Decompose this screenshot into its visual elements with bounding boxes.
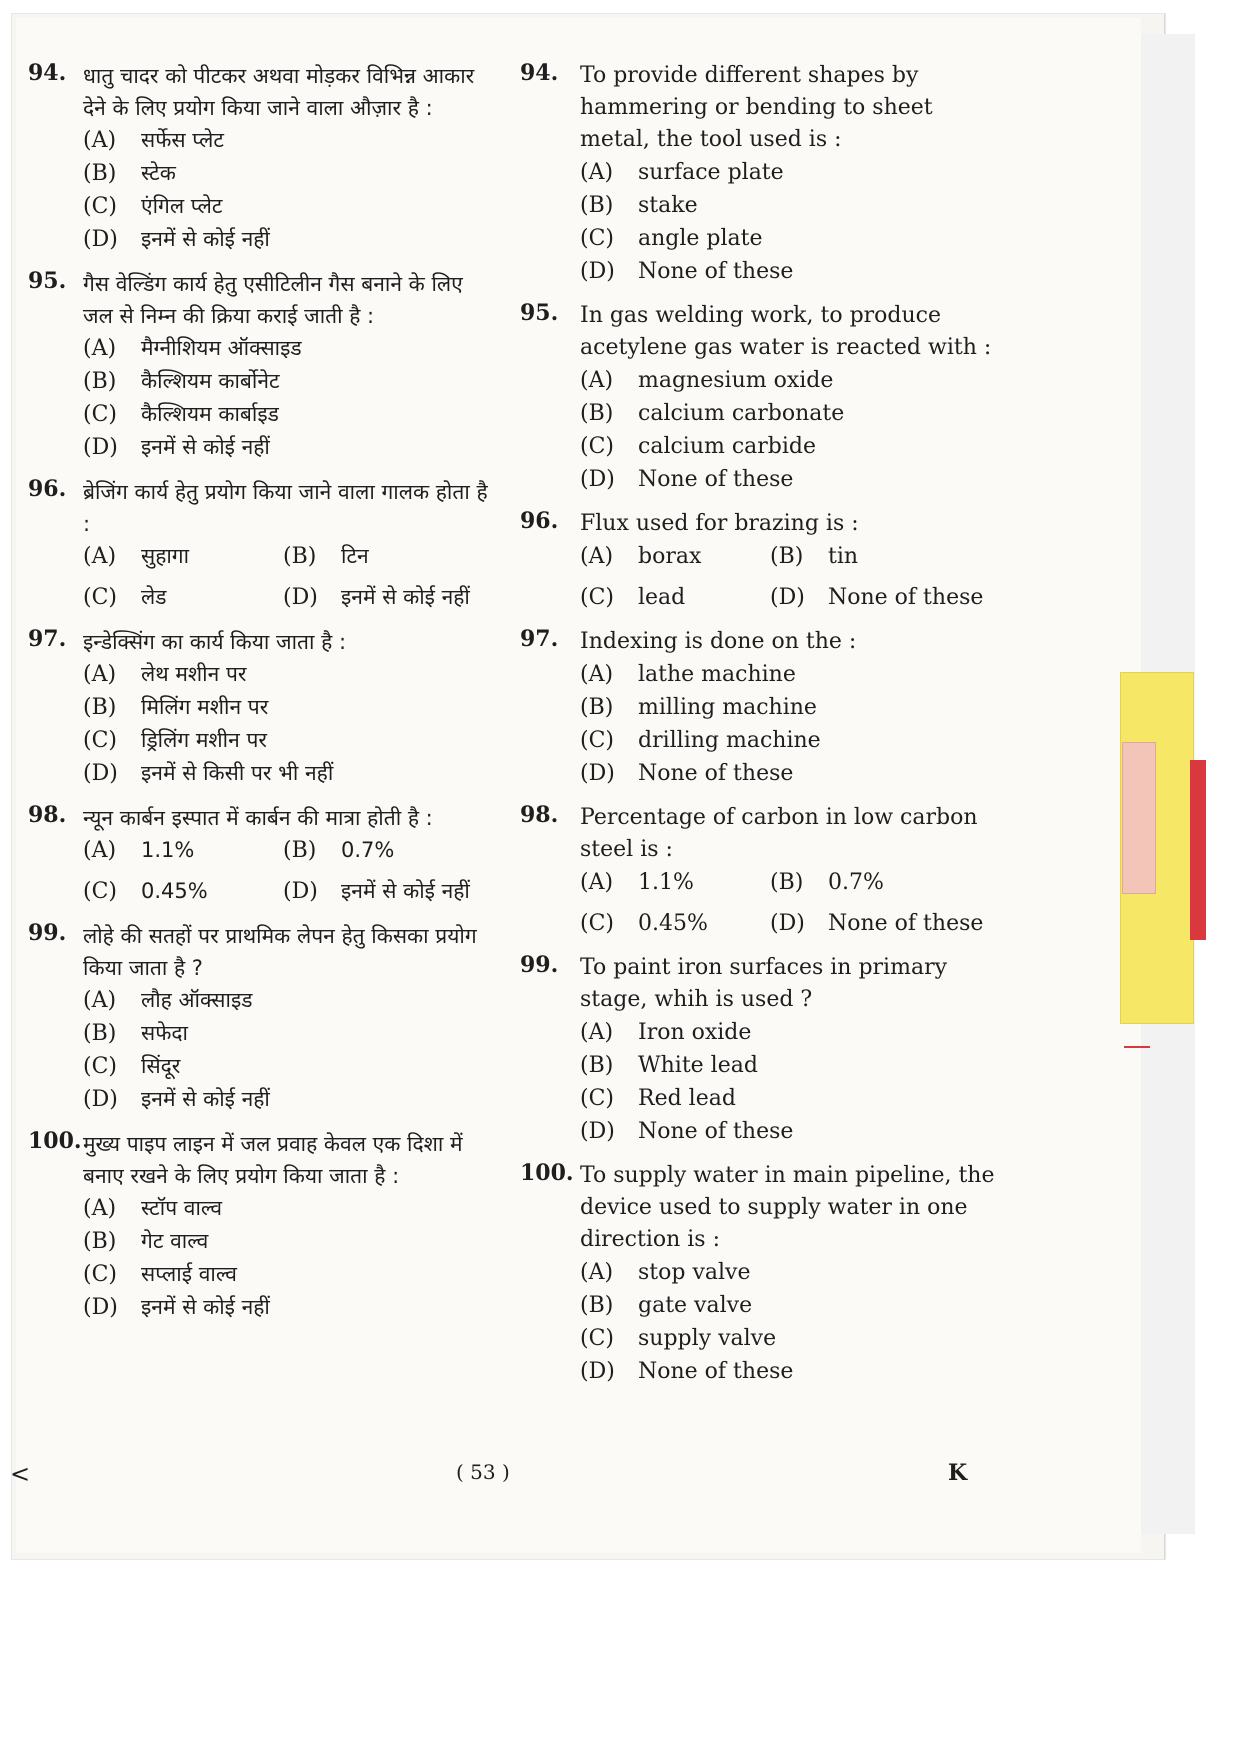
option-d — [83, 757, 498, 790]
question-number: 99. — [28, 920, 67, 946]
option-c — [83, 875, 283, 908]
options-list — [580, 540, 1000, 614]
option-letter: (A) — [580, 1020, 614, 1045]
option-letter: (A) — [580, 160, 614, 185]
options-list — [83, 540, 498, 614]
option-letter: (C) — [580, 1086, 614, 1111]
option-text: स्टॉप वाल्व — [141, 1196, 223, 1220]
options-list — [580, 1256, 1000, 1388]
option-d — [83, 1083, 498, 1116]
question-text: धातु चादर को पीटकर अथवा मोड़कर विभिन्न आकार देने के लिए प्रयोग किया जाने वाला औज़ार है : — [83, 64, 475, 120]
option-letter: (A) — [580, 662, 614, 687]
question-98 — [28, 802, 498, 908]
question-94 — [28, 60, 498, 256]
red-sticky-tab — [1190, 760, 1206, 940]
option-b — [770, 866, 1010, 899]
option-letter: (D) — [83, 761, 118, 786]
option-text: इनमें से कोई नहीं — [141, 1087, 270, 1111]
option-letter: (B) — [580, 401, 614, 426]
option-text: इनमें से किसी पर भी नहीं — [141, 761, 334, 785]
option-letter: (C) — [580, 728, 614, 753]
page-number: ( 53 ) — [456, 1460, 510, 1484]
option-text: None of these — [638, 761, 794, 786]
question-text: To provide different shapes by hammering or bending to sheet metal, the tool used is : — [580, 63, 933, 152]
question-97 — [28, 626, 498, 790]
option-a — [580, 1016, 1000, 1049]
option-text: surface plate — [638, 160, 784, 185]
option-d — [580, 1115, 1000, 1148]
option-text: 0.7% — [341, 838, 395, 862]
option-letter: (C) — [83, 402, 117, 427]
question-number: 96. — [520, 508, 559, 534]
hindi-column — [28, 60, 498, 1336]
option-letter: (C) — [83, 194, 117, 219]
option-text: calcium carbonate — [638, 401, 845, 426]
option-letter: (B) — [580, 1053, 614, 1078]
option-text: सिंदूर — [141, 1054, 181, 1078]
option-letter: (B) — [283, 838, 317, 863]
options-list — [580, 1016, 1000, 1148]
question-number: 100. — [520, 1160, 574, 1186]
option-letter: (C) — [83, 1262, 117, 1287]
options-list — [83, 1192, 498, 1324]
option-text: None of these — [638, 1359, 794, 1384]
option-letter: (C) — [83, 728, 117, 753]
option-text: सर्फेस प्लेट — [141, 128, 224, 152]
option-text: None of these — [828, 585, 984, 610]
option-letter: (C) — [83, 1054, 117, 1079]
option-letter: (A) — [580, 544, 614, 569]
option-text: ड्रिलिंग मशीन पर — [141, 728, 267, 752]
option-text: Iron oxide — [638, 1020, 752, 1045]
option-a — [83, 834, 283, 867]
option-text: White lead — [638, 1053, 758, 1078]
option-letter: (B) — [770, 544, 804, 569]
option-text: गेट वाल्व — [141, 1229, 209, 1253]
question-97 — [520, 626, 1000, 790]
option-text: None of these — [638, 1119, 794, 1144]
option-a — [83, 540, 283, 573]
question-100 — [520, 1160, 1000, 1388]
question-number: 98. — [520, 802, 559, 828]
option-a — [580, 540, 770, 573]
option-c — [83, 581, 283, 614]
edge-mark: < — [10, 1460, 31, 1488]
option-b — [580, 189, 1000, 222]
option-c — [580, 724, 1000, 757]
option-letter: (D) — [580, 1359, 615, 1384]
option-letter: (B) — [83, 1229, 117, 1254]
option-text: stop valve — [638, 1260, 751, 1285]
question-95 — [520, 300, 1000, 496]
option-text: tin — [828, 544, 859, 569]
option-d — [83, 223, 498, 256]
option-text: इनमें से कोई नहीं — [341, 585, 470, 609]
option-a — [83, 658, 498, 691]
options-list — [580, 658, 1000, 790]
question-number: 97. — [520, 626, 559, 652]
option-letter: (A) — [83, 128, 117, 153]
options-list — [83, 332, 498, 464]
option-text: borax — [638, 544, 702, 569]
option-b — [283, 540, 543, 573]
option-b — [580, 1049, 1000, 1082]
option-letter: (B) — [283, 544, 317, 569]
option-c — [580, 430, 1000, 463]
option-letter: (A) — [83, 662, 117, 687]
question-99 — [520, 952, 1000, 1148]
option-c — [83, 1258, 498, 1291]
option-a — [83, 332, 498, 365]
option-letter: (A) — [580, 870, 614, 895]
option-text: सुहागा — [141, 544, 190, 568]
english-column — [520, 60, 1000, 1400]
option-c — [580, 581, 770, 614]
option-d — [770, 581, 1010, 614]
option-text: None of these — [638, 259, 794, 284]
option-letter: (D) — [83, 227, 118, 252]
question-95 — [28, 268, 498, 464]
question-96 — [28, 476, 498, 614]
option-text: मिलिंग मशीन पर — [141, 695, 269, 719]
option-text: इनमें से कोई नहीं — [141, 227, 270, 251]
option-c — [580, 1322, 1000, 1355]
option-letter: (B) — [580, 193, 614, 218]
option-letter: (D) — [283, 585, 318, 610]
question-number: 98. — [28, 802, 67, 828]
option-letter: (B) — [580, 1293, 614, 1318]
question-text: To supply water in main pipeline, the device used to supply water in one direction is : — [580, 1163, 995, 1252]
option-letter: (C) — [580, 911, 614, 936]
option-letter: (C) — [580, 1326, 614, 1351]
option-text: calcium carbide — [638, 434, 817, 459]
question-99 — [28, 920, 498, 1116]
tab-mark — [1124, 1046, 1150, 1048]
option-letter: (A) — [580, 1260, 614, 1285]
option-text: None of these — [828, 911, 984, 936]
option-text: angle plate — [638, 226, 763, 251]
option-b — [283, 834, 543, 867]
options-list — [580, 156, 1000, 288]
option-text: 1.1% — [638, 870, 694, 895]
option-b — [83, 691, 498, 724]
option-a — [83, 984, 498, 1017]
option-text: लेड — [141, 585, 167, 609]
option-text: supply valve — [638, 1326, 777, 1351]
series-code: K — [948, 1460, 968, 1486]
option-d — [283, 581, 543, 614]
option-b — [83, 365, 498, 398]
option-letter: (C) — [83, 585, 117, 610]
option-text: कैल्शियम कार्बाइड — [141, 402, 279, 426]
question-text: ब्रेजिंग कार्य हेतु प्रयोग किया जाने वाला गालक होता है : — [83, 480, 488, 536]
option-d — [83, 1291, 498, 1324]
option-letter: (C) — [580, 585, 614, 610]
option-b — [83, 157, 498, 190]
options-list — [83, 834, 498, 908]
question-number: 100. — [28, 1128, 82, 1154]
option-text: इनमें से कोई नहीं — [141, 1295, 270, 1319]
option-letter: (D) — [283, 879, 318, 904]
option-b — [580, 691, 1000, 724]
option-letter: (B) — [83, 695, 117, 720]
question-98 — [520, 802, 1000, 940]
option-text: drilling machine — [638, 728, 821, 753]
question-number: 99. — [520, 952, 559, 978]
question-text: गैस वेल्डिंग कार्य हेतु एसीटिलीन गैस बनाने के लिए जल से निम्न की क्रिया कराई जाती है : — [83, 272, 463, 328]
option-text: stake — [638, 193, 698, 218]
option-a — [580, 658, 1000, 691]
option-letter: (A) — [83, 838, 117, 863]
option-letter: (A) — [83, 988, 117, 1013]
option-text: टिन — [341, 544, 369, 568]
option-c — [83, 1050, 498, 1083]
option-d — [580, 757, 1000, 790]
option-c — [580, 907, 770, 940]
option-letter: (B) — [770, 870, 804, 895]
option-d — [83, 431, 498, 464]
option-letter: (A) — [83, 336, 117, 361]
option-text: सफेदा — [141, 1021, 188, 1045]
question-number: 95. — [520, 300, 559, 326]
option-letter: (C) — [580, 434, 614, 459]
option-d — [580, 1355, 1000, 1388]
option-d — [580, 463, 1000, 496]
option-a — [580, 156, 1000, 189]
option-letter: (D) — [580, 259, 615, 284]
option-text: स्टेक — [141, 161, 176, 185]
option-text: Red lead — [638, 1086, 736, 1111]
option-letter: (D) — [83, 435, 118, 460]
option-letter: (A) — [580, 368, 614, 393]
question-96 — [520, 508, 1000, 614]
option-text: मैग्नीशियम ऑक्साइड — [141, 336, 302, 360]
option-letter: (C) — [580, 226, 614, 251]
option-d — [770, 907, 1010, 940]
option-text: magnesium oxide — [638, 368, 834, 393]
option-letter: (C) — [83, 879, 117, 904]
option-text: None of these — [638, 467, 794, 492]
option-text: लौह ऑक्साइड — [141, 988, 253, 1012]
option-letter: (D) — [770, 911, 805, 936]
question-text: Flux used for brazing is : — [580, 511, 859, 536]
option-b — [770, 540, 1010, 573]
question-text: मुख्य पाइप लाइन में जल प्रवाह केवल एक दिशा में बनाए रखने के लिए प्रयोग किया जाता है : — [83, 1132, 463, 1188]
question-100 — [28, 1128, 498, 1324]
option-text: इनमें से कोई नहीं — [141, 435, 270, 459]
option-letter: (B) — [580, 695, 614, 720]
option-c — [83, 398, 498, 431]
option-letter: (D) — [83, 1087, 118, 1112]
option-c — [83, 724, 498, 757]
option-letter: (A) — [83, 1196, 117, 1221]
option-a — [83, 1192, 498, 1225]
option-letter: (B) — [83, 369, 117, 394]
option-text: 0.7% — [828, 870, 884, 895]
option-a — [580, 866, 770, 899]
question-text: न्यून कार्बन इस्पात में कार्बन की मात्रा होती है : — [83, 806, 433, 830]
option-text: लेथ मशीन पर — [141, 662, 247, 686]
option-c — [580, 1082, 1000, 1115]
option-letter: (D) — [580, 467, 615, 492]
option-text: 0.45% — [141, 879, 208, 903]
option-letter: (D) — [83, 1295, 118, 1320]
option-b — [580, 397, 1000, 430]
question-text: To paint iron surfaces in primary stage, whih is used ? — [580, 955, 948, 1012]
options-list — [83, 984, 498, 1116]
option-letter: (D) — [580, 761, 615, 786]
question-text: Percentage of carbon in low carbon steel is : — [580, 805, 978, 862]
option-text: कैल्शियम कार्बोनेट — [141, 369, 280, 393]
option-text: 0.45% — [638, 911, 708, 936]
option-a — [83, 124, 498, 157]
question-number: 97. — [28, 626, 67, 652]
question-text: In gas welding work, to produce acetylene gas water is reacted with : — [580, 303, 992, 360]
option-c — [580, 222, 1000, 255]
option-text: सप्लाई वाल्व — [141, 1262, 237, 1286]
question-number: 95. — [28, 268, 67, 294]
option-b — [83, 1225, 498, 1258]
question-text: इन्डेक्सिंग का कार्य किया जाता है : — [83, 630, 347, 654]
option-text: lead — [638, 585, 686, 610]
option-a — [580, 1256, 1000, 1289]
question-number: 96. — [28, 476, 67, 502]
question-text: Indexing is done on the : — [580, 629, 857, 654]
option-text: milling machine — [638, 695, 817, 720]
option-letter: (A) — [83, 544, 117, 569]
option-text: gate valve — [638, 1293, 753, 1318]
option-letter: (D) — [580, 1119, 615, 1144]
options-list — [580, 866, 1000, 940]
option-a — [580, 364, 1000, 397]
options-list — [580, 364, 1000, 496]
option-c — [83, 190, 498, 223]
option-d — [283, 875, 543, 908]
pink-sticky-tag — [1122, 742, 1156, 894]
option-letter: (B) — [83, 1021, 117, 1046]
question-94 — [520, 60, 1000, 288]
option-text: इनमें से कोई नहीं — [341, 879, 470, 903]
question-number: 94. — [28, 60, 67, 86]
question-number: 94. — [520, 60, 559, 86]
option-b — [83, 1017, 498, 1050]
option-letter: (D) — [770, 585, 805, 610]
question-text: लोहे की सतहों पर प्राथमिक लेपन हेतु किसका प्रयोग किया जाता है ? — [83, 924, 477, 980]
options-list — [83, 658, 498, 790]
options-list — [83, 124, 498, 256]
option-text: 1.1% — [141, 838, 195, 862]
option-b — [580, 1289, 1000, 1322]
option-d — [580, 255, 1000, 288]
option-text: एंगिल प्लेट — [141, 194, 223, 218]
option-letter: (B) — [83, 161, 117, 186]
option-text: lathe machine — [638, 662, 796, 687]
